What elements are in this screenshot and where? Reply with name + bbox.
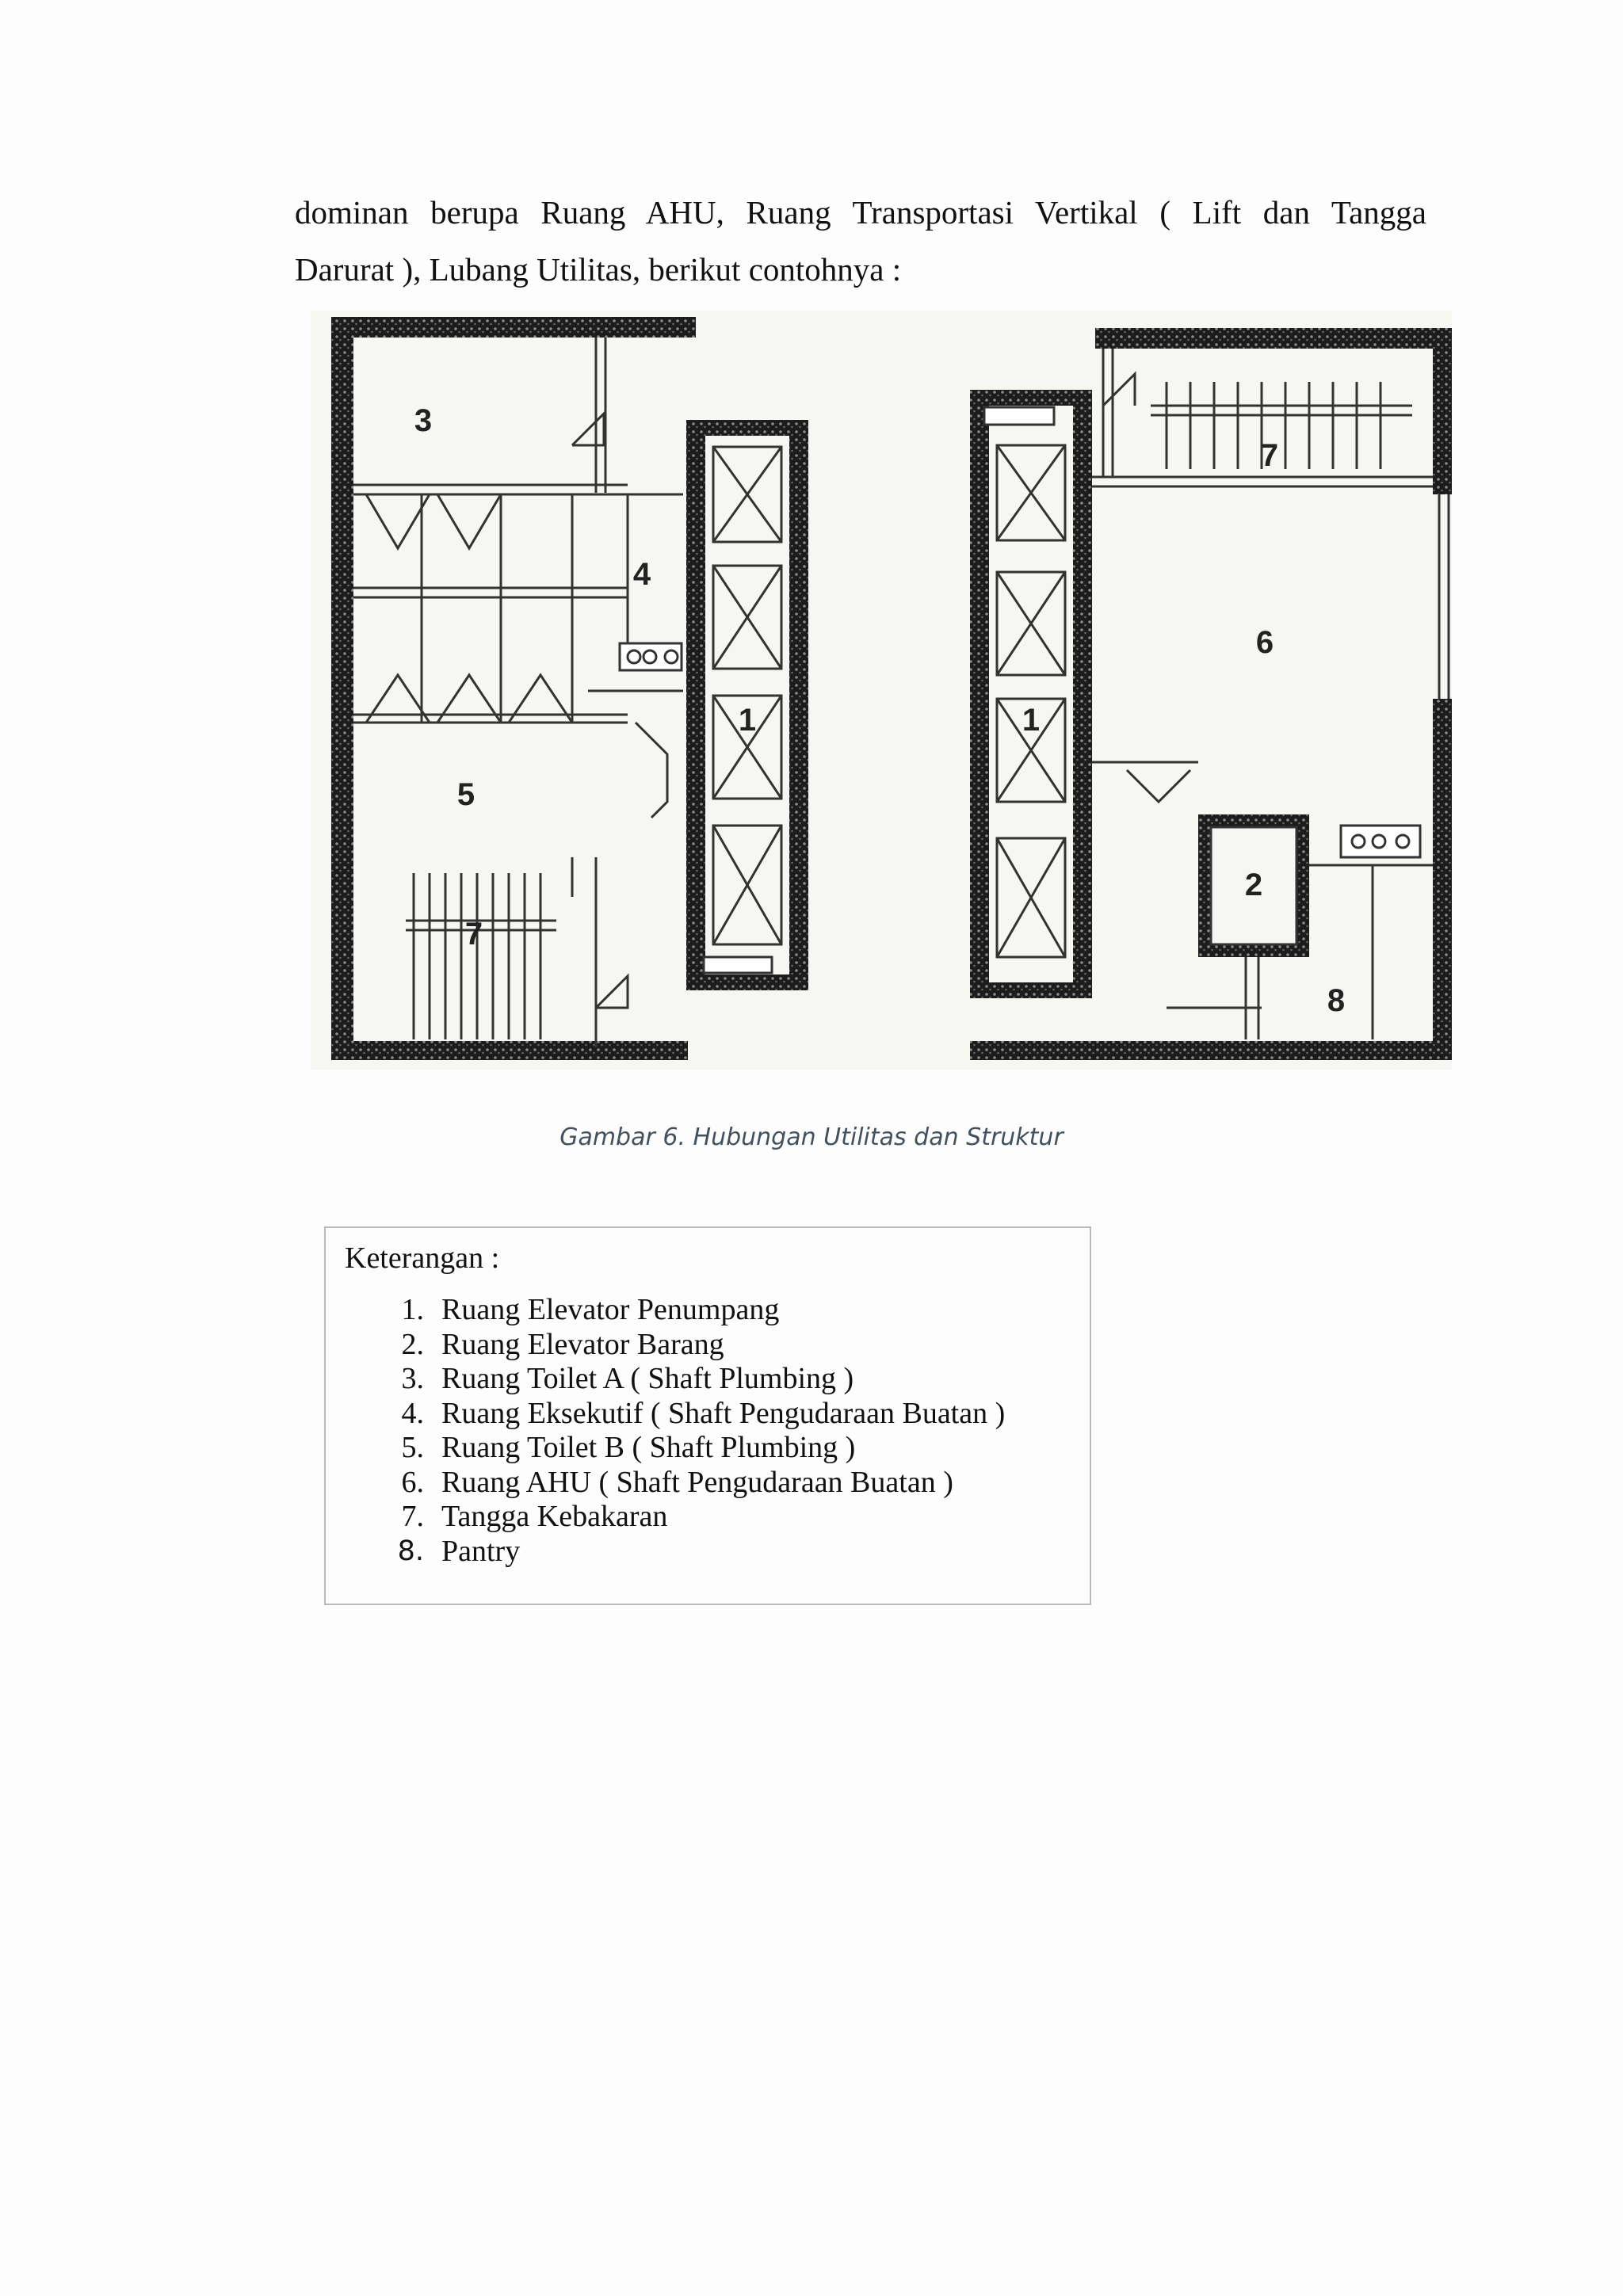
legend-item	[373, 1431, 1005, 1466]
legend-item-text: Tangga Kebakaran	[441, 1500, 668, 1533]
legend-item	[373, 1500, 1005, 1535]
floor-plan-drawing	[311, 311, 1452, 1070]
legend-item-text: Ruang Toilet B ( Shaft Plumbing )	[441, 1431, 856, 1464]
legend-item-number: 4.	[401, 1396, 424, 1430]
legend-title: Keterangan :	[345, 1241, 500, 1275]
legend-item-text: Ruang Elevator Barang	[441, 1327, 724, 1361]
legend-item	[373, 1466, 1005, 1501]
legend-item-text: Ruang Eksekutif ( Shaft Pengudaraan Buatan )	[441, 1396, 1006, 1430]
label-stair-left: 7	[464, 917, 483, 952]
legend-item-text: Ruang Toilet A ( Shaft Plumbing )	[441, 1362, 854, 1395]
intro-paragraph	[295, 184, 1426, 298]
legend-item	[373, 1293, 1005, 1328]
legend-item-number: 5.	[401, 1431, 424, 1464]
figure-caption: Gambar 6. Hubungan Utilitas dan Struktur	[559, 1123, 1064, 1151]
left-stair	[406, 873, 556, 1039]
label-elevator-right: 1	[1022, 703, 1041, 738]
legend-item-number: 8.	[397, 1535, 424, 1567]
legend-item	[373, 1397, 1005, 1432]
right-elevator-column	[970, 390, 1092, 998]
legend-item	[373, 1328, 1005, 1363]
left-core-walls	[331, 317, 696, 1060]
elevator-indicator-panels	[704, 407, 1054, 973]
intro-line-2: Darurat ), Lubang Utilitas, berikut contohnya :	[295, 251, 902, 288]
right-stair	[1151, 382, 1412, 469]
legend-item-text: Pantry	[441, 1534, 521, 1568]
legend-list	[373, 1293, 1005, 1569]
legend-item	[373, 1362, 1005, 1397]
legend-item-text: Ruang Elevator Penumpang	[441, 1293, 780, 1326]
left-sink-unit	[620, 643, 682, 670]
label-freight-elevator: 2	[1244, 868, 1263, 902]
legend-item-number: 1.	[401, 1293, 424, 1326]
right-sink-unit	[1341, 826, 1420, 857]
intro-line-1: dominan berupa Ruang AHU, Ruang Transportasi Vertikal ( Lift dan Tangga	[295, 194, 1426, 231]
legend-box	[324, 1226, 1091, 1605]
label-stair-right: 7	[1260, 438, 1279, 473]
label-toilet-b: 5	[456, 777, 475, 812]
legend-item-number: 2.	[401, 1327, 424, 1361]
legend-item	[373, 1535, 1005, 1569]
left-core-partitions	[353, 338, 683, 1047]
label-executive: 4	[632, 557, 651, 592]
label-elevator-left: 1	[738, 703, 757, 738]
label-toilet-a: 3	[414, 403, 433, 438]
label-pantry: 8	[1327, 983, 1346, 1018]
legend-item-number: 3.	[401, 1362, 424, 1395]
legend-item-text: Ruang AHU ( Shaft Pengudaraan Buatan )	[441, 1465, 953, 1499]
floor-plan-figure	[311, 311, 1452, 1070]
legend-item-number: 7.	[401, 1500, 424, 1533]
legend-item-number: 6.	[401, 1465, 424, 1499]
label-ahu: 6	[1255, 625, 1274, 660]
